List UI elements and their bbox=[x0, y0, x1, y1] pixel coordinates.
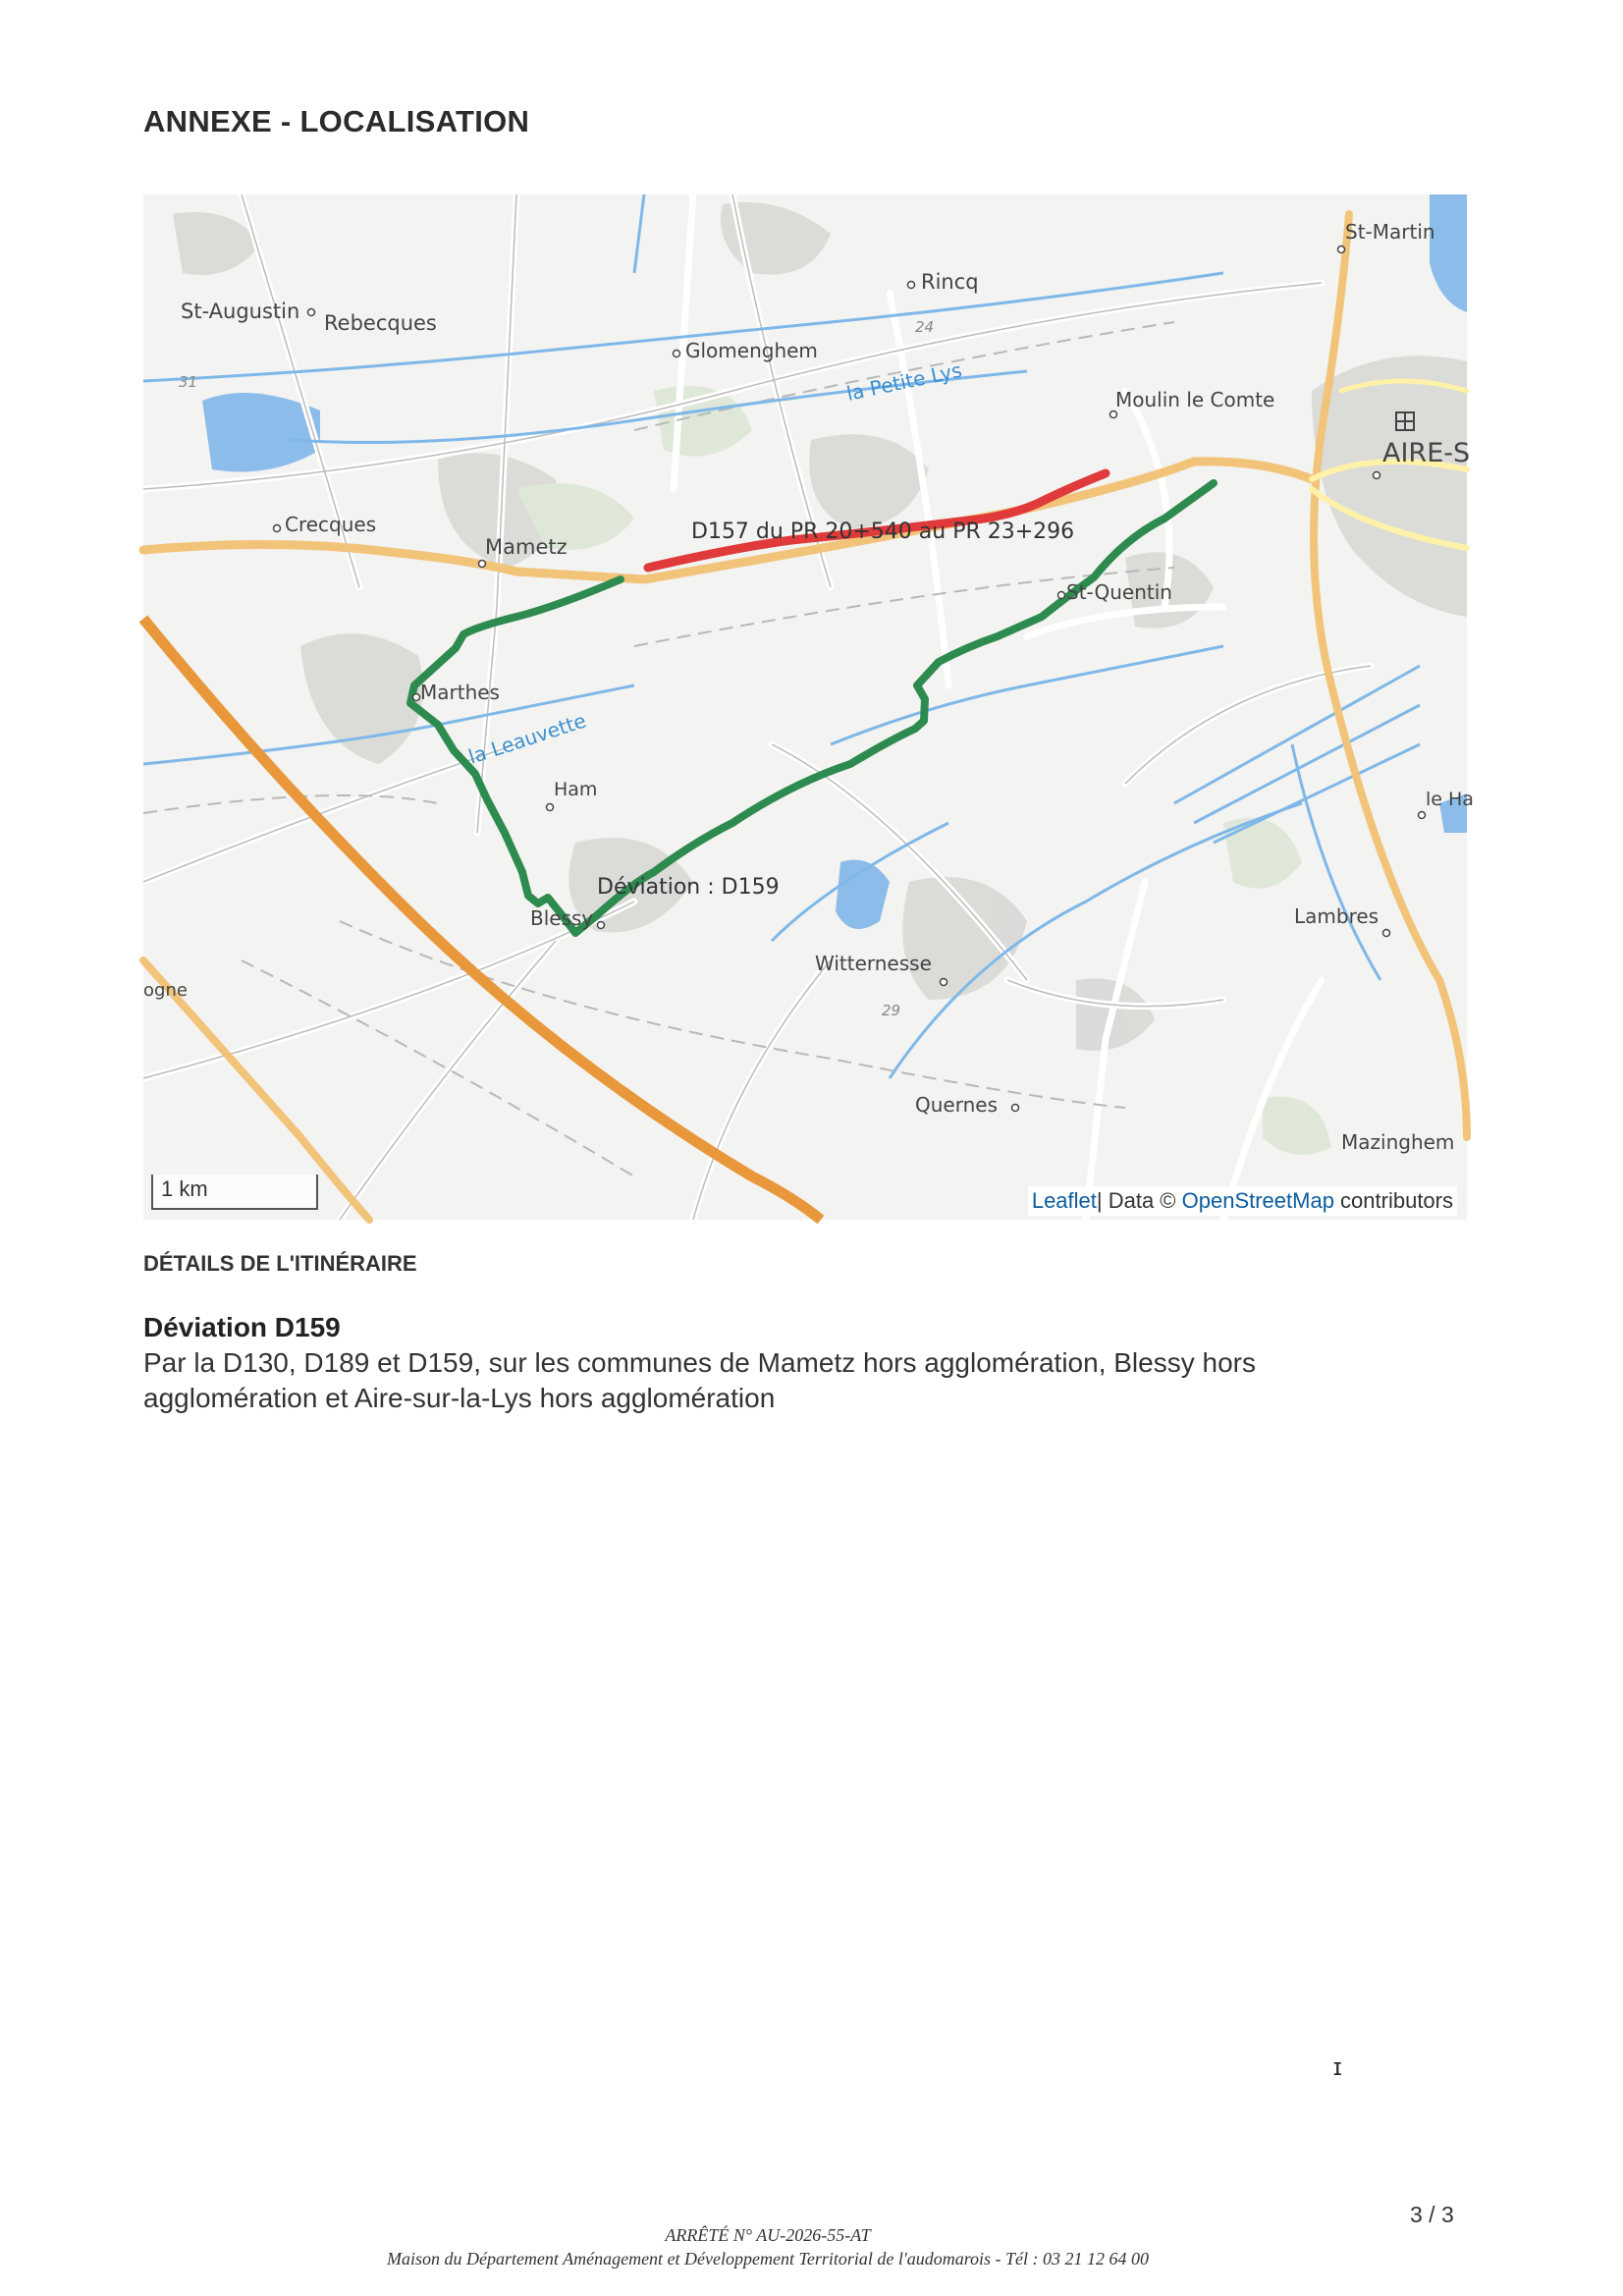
water-bodies bbox=[202, 194, 1467, 929]
footer-contact: Maison du Département Aménagement et Développement Territorial de l'audomarois - Tél : 03 21 12 64 00 bbox=[386, 2249, 1150, 2269]
elevation-31: 31 bbox=[179, 373, 198, 391]
river-label-leauvette: la Leauvette bbox=[465, 708, 589, 769]
town-blessy: Blessy bbox=[530, 906, 594, 930]
route-map[interactable] bbox=[143, 194, 1474, 1220]
town-crecques: Crecques bbox=[285, 513, 377, 536]
town-mazinghem: Mazinghem bbox=[1341, 1130, 1455, 1154]
map-attribution bbox=[1028, 1186, 1457, 1216]
town-rebecques: Rebecques bbox=[324, 311, 437, 335]
details-heading: DÉTAILS DE L'ITINÉRAIRE bbox=[143, 1251, 417, 1276]
map-scale-bar bbox=[151, 1175, 318, 1210]
elevation-24: 24 bbox=[915, 318, 935, 336]
attribution-separator: | Data © bbox=[1096, 1188, 1182, 1213]
town-witternesse: Witternesse bbox=[815, 952, 932, 975]
deviation-label: Déviation : D159 bbox=[597, 875, 780, 900]
motorway bbox=[143, 619, 821, 1220]
elevation-29: 29 bbox=[882, 1002, 901, 1019]
town-quernes: Quernes bbox=[915, 1093, 998, 1117]
town-st-martin: St-Martin bbox=[1345, 220, 1435, 244]
town-st-augustin: St-Augustin bbox=[181, 300, 300, 323]
town-ham: Ham bbox=[554, 779, 598, 800]
town-lambres: Lambres bbox=[1294, 904, 1380, 928]
route-description: Par la D130, D189 et D159, sur les communes de Mametz hors agglomération, Blessy hors agglomération et Aire-sur-la-Lys hors agglomération bbox=[143, 1347, 1256, 1413]
scan-mark: ɪ bbox=[1333, 2054, 1342, 2081]
route-title: Déviation D159 bbox=[143, 1312, 341, 1342]
page-number: 3 / 3 bbox=[1410, 2202, 1454, 2227]
town-marthes: Marthes bbox=[420, 681, 500, 704]
town-moulin-le-comte: Moulin le Comte bbox=[1115, 388, 1275, 411]
town-rincq: Rincq bbox=[921, 270, 979, 294]
attribution-contributors: contributors bbox=[1333, 1188, 1453, 1213]
closure-label: D157 du PR 20+540 au PR 23+296 bbox=[691, 519, 1075, 544]
map-scale-label: 1 km bbox=[161, 1176, 208, 1201]
page-title: ANNEXE - LOCALISATION bbox=[143, 104, 530, 138]
map-canvas bbox=[143, 194, 1474, 1220]
town-aire: AIRE-S bbox=[1382, 438, 1471, 468]
footer-decree-number: ARRÊTÉ N° AU-2026-55-AT bbox=[665, 2225, 871, 2245]
leaflet-link[interactable]: Leaflet bbox=[1031, 1188, 1097, 1213]
openstreetmap-link[interactable]: OpenStreetMap bbox=[1181, 1188, 1334, 1213]
town-ogne: ogne bbox=[143, 980, 188, 1001]
town-glomenghem: Glomenghem bbox=[685, 339, 818, 362]
town-le-ha: le Ha bbox=[1426, 789, 1474, 810]
town-st-quentin: St-Quentin bbox=[1066, 580, 1172, 604]
river-label-petite-lys: la Petite Lys bbox=[844, 357, 964, 406]
town-mametz: Mametz bbox=[485, 535, 568, 559]
